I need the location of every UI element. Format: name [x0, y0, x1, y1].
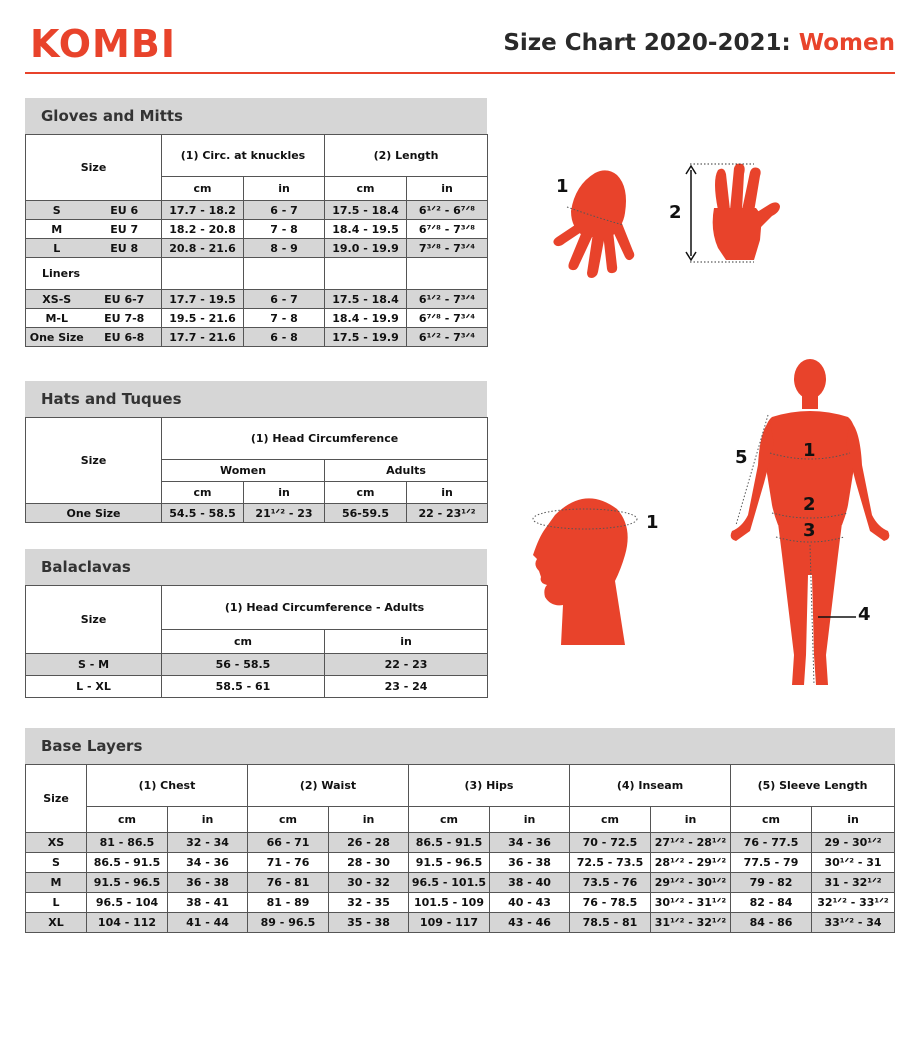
balaclavas-value-cell: 23 - 24 — [325, 676, 488, 698]
base-value-cell: 40 - 43 — [490, 893, 570, 913]
base-size-cell: XL — [26, 913, 87, 933]
base-value-cell: 72.5 - 73.5 — [570, 853, 651, 873]
gloves-value-cell: 19.5 - 21.6 — [162, 309, 244, 328]
gloves-value-cell: 17.5 - 18.4 — [325, 290, 407, 309]
balaclavas-size-header: Size — [26, 586, 162, 654]
hats-women-header: Women — [162, 460, 325, 482]
gloves-value-cell: 20.8 - 21.6 — [162, 239, 244, 258]
base-row — [26, 893, 895, 913]
base-value-cell: 71 - 76 — [248, 853, 329, 873]
base-hips-header: (3) Hips — [409, 765, 570, 807]
base-value-cell: 101.5 - 109 — [409, 893, 490, 913]
hats-in-header: in — [407, 482, 488, 504]
gloves-row — [26, 239, 488, 258]
hats-row-cell: 22 - 23¹ᐟ² — [407, 504, 488, 523]
balaclavas-cm-header: cm — [162, 630, 325, 654]
body-label-1: 1 — [803, 440, 816, 461]
base-value-cell: 81 - 86.5 — [87, 833, 168, 853]
gloves-cm-header: cm — [162, 177, 244, 201]
base-value-cell: 104 - 112 — [87, 913, 168, 933]
title-text: Size Chart 2020-2021: — [503, 30, 791, 56]
gloves-value-cell: EU 7 — [88, 220, 162, 239]
base-inseam-header: (4) Inseam — [570, 765, 731, 807]
base-value-cell: 34 - 36 — [168, 853, 248, 873]
base-value-cell: 96.5 - 104 — [87, 893, 168, 913]
hats-in-header: in — [244, 482, 325, 504]
base-value-cell: 81 - 89 — [248, 893, 329, 913]
base-value-cell: 89 - 96.5 — [248, 913, 329, 933]
header-divider — [25, 72, 895, 74]
base-value-cell: 36 - 38 — [490, 853, 570, 873]
glove-label-2: 2 — [669, 202, 682, 223]
kombi-logo: KOMBI — [30, 22, 176, 66]
gloves-size-cell: M — [26, 220, 88, 239]
base-value-cell: 86.5 - 91.5 — [409, 833, 490, 853]
base-value-cell: 35 - 38 — [329, 913, 409, 933]
base-row — [26, 833, 895, 853]
balaclavas-value-cell: 22 - 23 — [325, 654, 488, 676]
base-table — [25, 764, 895, 933]
balaclavas-in-header: in — [325, 630, 488, 654]
base-value-cell: 32 - 35 — [329, 893, 409, 913]
base-cm-header: cm — [570, 807, 651, 833]
hats-head-circ-header: (1) Head Circumference — [162, 418, 488, 460]
balaclavas-row — [26, 676, 488, 698]
hats-row-size: One Size — [26, 504, 162, 523]
gloves-empty-cell — [244, 258, 325, 290]
gloves-cm-header: cm — [325, 177, 407, 201]
base-size-cell: XS — [26, 833, 87, 853]
gloves-row — [26, 201, 488, 220]
gloves-value-cell: 19.0 - 19.9 — [325, 239, 407, 258]
gloves-table — [25, 134, 488, 347]
hats-size-header: Size — [26, 418, 162, 504]
balaclavas-head-circ-header: (1) Head Circumference - Adults — [162, 586, 488, 630]
gloves-value-cell: 17.7 - 21.6 — [162, 328, 244, 347]
base-value-cell: 31¹ᐟ² - 32¹ᐟ² — [651, 913, 731, 933]
base-value-cell: 36 - 38 — [168, 873, 248, 893]
base-value-cell: 82 - 84 — [731, 893, 812, 913]
gloves-value-cell: EU 8 — [88, 239, 162, 258]
gloves-value-cell: EU 6-8 — [88, 328, 162, 347]
base-value-cell: 91.5 - 96.5 — [409, 853, 490, 873]
hats-adults-header: Adults — [325, 460, 488, 482]
page-title — [503, 30, 895, 56]
base-in-header: in — [490, 807, 570, 833]
balaclavas-value-cell: 58.5 - 61 — [162, 676, 325, 698]
gloves-circ-header: (1) Circ. at knuckles — [162, 135, 325, 177]
base-in-header: in — [168, 807, 248, 833]
base-value-cell: 27¹ᐟ² - 28¹ᐟ² — [651, 833, 731, 853]
balaclavas-size-cell: S - M — [26, 654, 162, 676]
gloves-value-cell: 6⁷ᐟ⁸ - 7³ᐟ⁸ — [407, 220, 488, 239]
base-value-cell: 96.5 - 101.5 — [409, 873, 490, 893]
base-value-cell: 79 - 82 — [731, 873, 812, 893]
base-value-cell: 32¹ᐟ² - 33¹ᐟ² — [812, 893, 895, 913]
base-in-header: in — [651, 807, 731, 833]
base-size-header: Size — [26, 765, 87, 833]
glove-length-icon — [682, 160, 807, 285]
hats-table — [25, 417, 488, 523]
gloves-value-cell: 7³ᐟ⁸ - 7³ᐟ⁴ — [407, 239, 488, 258]
base-value-cell: 38 - 41 — [168, 893, 248, 913]
balaclavas-size-cell: L - XL — [26, 676, 162, 698]
balaclavas-row — [26, 654, 488, 676]
base-value-cell: 66 - 71 — [248, 833, 329, 853]
base-size-cell: S — [26, 853, 87, 873]
gloves-size-cell: L — [26, 239, 88, 258]
base-section-header: Base Layers — [25, 728, 895, 764]
hats-row-cell: 21¹ᐟ² - 23 — [244, 504, 325, 523]
base-value-cell: 78.5 - 81 — [570, 913, 651, 933]
hats-row-cell: 56-59.5 — [325, 504, 407, 523]
base-value-cell: 41 - 44 — [168, 913, 248, 933]
glove-label-1: 1 — [556, 176, 569, 197]
base-in-header: in — [812, 807, 895, 833]
gloves-value-cell: 6⁷ᐟ⁸ - 7³ᐟ⁴ — [407, 309, 488, 328]
gloves-liner-row — [26, 328, 488, 347]
gloves-empty-cell — [407, 258, 488, 290]
base-cm-header: cm — [87, 807, 168, 833]
base-value-cell: 30¹ᐟ² - 31 — [812, 853, 895, 873]
body-label-4: 4 — [858, 604, 871, 625]
base-value-cell: 70 - 72.5 — [570, 833, 651, 853]
base-value-cell: 29 - 30¹ᐟ² — [812, 833, 895, 853]
gloves-value-cell: 7 - 8 — [244, 220, 325, 239]
gloves-value-cell: 18.2 - 20.8 — [162, 220, 244, 239]
body-label-5: 5 — [735, 447, 748, 468]
gloves-value-cell: 17.7 - 18.2 — [162, 201, 244, 220]
title-highlight: Women — [798, 30, 895, 56]
base-row — [26, 873, 895, 893]
gloves-value-cell: 8 - 9 — [244, 239, 325, 258]
gloves-value-cell: 18.4 - 19.9 — [325, 309, 407, 328]
base-row — [26, 913, 895, 933]
base-value-cell: 76 - 81 — [248, 873, 329, 893]
base-value-cell: 33¹ᐟ² - 34 — [812, 913, 895, 933]
gloves-value-cell: 6¹ᐟ² - 6⁷ᐟ⁸ — [407, 201, 488, 220]
head-label-1: 1 — [646, 512, 659, 533]
gloves-value-cell: 17.5 - 19.9 — [325, 328, 407, 347]
gloves-in-header: in — [244, 177, 325, 201]
base-size-cell: L — [26, 893, 87, 913]
base-value-cell: 26 - 28 — [329, 833, 409, 853]
gloves-value-cell: EU 6 — [88, 201, 162, 220]
gloves-row — [26, 220, 488, 239]
gloves-value-cell: 17.5 - 18.4 — [325, 201, 407, 220]
gloves-value-cell: 18.4 - 19.5 — [325, 220, 407, 239]
hats-cm-header: cm — [325, 482, 407, 504]
gloves-value-cell: 7 - 8 — [244, 309, 325, 328]
gloves-value-cell: 6¹ᐟ² - 7³ᐟ⁴ — [407, 328, 488, 347]
gloves-liner-row — [26, 309, 488, 328]
base-value-cell: 109 - 117 — [409, 913, 490, 933]
gloves-section-header: Gloves and Mitts — [25, 98, 487, 134]
balaclavas-value-cell: 56 - 58.5 — [162, 654, 325, 676]
base-units-row — [26, 807, 895, 833]
gloves-value-cell: 17.7 - 19.5 — [162, 290, 244, 309]
base-value-cell: 91.5 - 96.5 — [87, 873, 168, 893]
gloves-value-cell: EU 7-8 — [88, 309, 162, 328]
base-value-cell: 76 - 77.5 — [731, 833, 812, 853]
base-cm-header: cm — [731, 807, 812, 833]
base-value-cell: 28 - 30 — [329, 853, 409, 873]
base-waist-header: (2) Waist — [248, 765, 409, 807]
gloves-empty-cell — [162, 258, 244, 290]
base-sleeve-header: (5) Sleeve Length — [731, 765, 895, 807]
base-value-cell: 86.5 - 91.5 — [87, 853, 168, 873]
body-label-2: 2 — [803, 494, 816, 515]
gloves-liner-row — [26, 290, 488, 309]
base-value-cell: 28¹ᐟ² - 29¹ᐟ² — [651, 853, 731, 873]
gloves-liners-label: Liners — [26, 258, 162, 290]
gloves-value-cell: EU 6-7 — [88, 290, 162, 309]
balaclavas-section-header: Balaclavas — [25, 549, 487, 585]
head-circumference-icon — [525, 485, 650, 650]
base-value-cell: 77.5 - 79 — [731, 853, 812, 873]
base-chest-header: (1) Chest — [87, 765, 248, 807]
base-value-cell: 29¹ᐟ² - 30¹ᐟ² — [651, 873, 731, 893]
base-cm-header: cm — [248, 807, 329, 833]
gloves-size-cell: M-L — [26, 309, 88, 328]
base-value-cell: 30 - 32 — [329, 873, 409, 893]
gloves-value-cell: 6 - 8 — [244, 328, 325, 347]
base-value-cell: 76 - 78.5 — [570, 893, 651, 913]
base-cm-header: cm — [409, 807, 490, 833]
balaclavas-table — [25, 585, 488, 698]
base-value-cell: 84 - 86 — [731, 913, 812, 933]
gloves-in-header: in — [407, 177, 488, 201]
gloves-size-header: Size — [26, 135, 162, 201]
gloves-size-cell: S — [26, 201, 88, 220]
hats-row-cell: 54.5 - 58.5 — [162, 504, 244, 523]
gloves-liners-row — [26, 258, 488, 290]
body-label-3: 3 — [803, 520, 816, 541]
base-value-cell: 31 - 32¹ᐟ² — [812, 873, 895, 893]
gloves-value-cell: 6 - 7 — [244, 290, 325, 309]
gloves-size-cell: One Size — [26, 328, 88, 347]
gloves-value-cell: 6¹ᐟ² - 7³ᐟ⁴ — [407, 290, 488, 309]
gloves-size-cell: XS-S — [26, 290, 88, 309]
base-value-cell: 30¹ᐟ² - 31¹ᐟ² — [651, 893, 731, 913]
base-value-cell: 34 - 36 — [490, 833, 570, 853]
base-in-header: in — [329, 807, 409, 833]
base-row — [26, 853, 895, 873]
base-value-cell: 32 - 34 — [168, 833, 248, 853]
hats-cm-header: cm — [162, 482, 244, 504]
base-value-cell: 43 - 46 — [490, 913, 570, 933]
hats-section-header: Hats and Tuques — [25, 381, 487, 417]
gloves-empty-cell — [325, 258, 407, 290]
base-size-cell: M — [26, 873, 87, 893]
base-value-cell: 73.5 - 76 — [570, 873, 651, 893]
gloves-length-header: (2) Length — [325, 135, 488, 177]
base-value-cell: 38 - 40 — [490, 873, 570, 893]
gloves-value-cell: 6 - 7 — [244, 201, 325, 220]
